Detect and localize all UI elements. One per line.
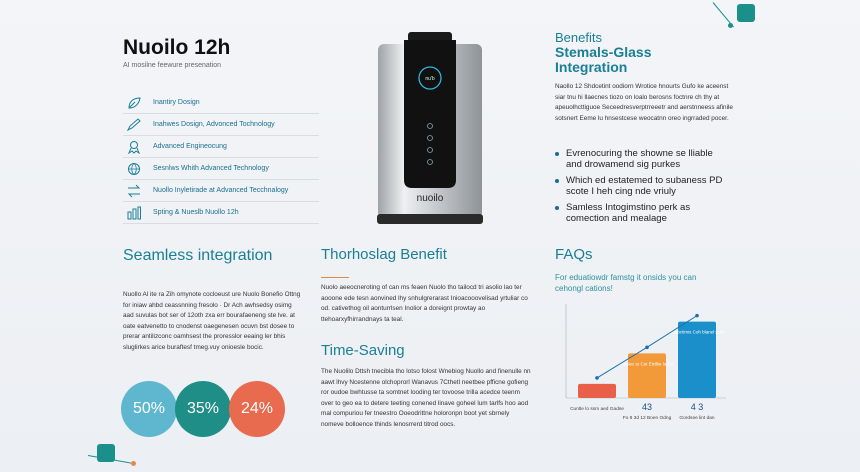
feature-label: Inantiry Dosign <box>153 99 200 106</box>
feature-label: Inahwes Dosign, Advonced Tochnology <box>153 121 275 128</box>
feature-label: Sesnlws Whith Advanced Technology <box>153 165 269 172</box>
chart-trend-point <box>695 314 699 318</box>
bullet-item: Which ed estatemed to subaness PD scote I heh cing nde vriuly <box>555 175 730 197</box>
stat-value: 35% <box>186 400 220 417</box>
stat-circle <box>121 381 177 437</box>
divider <box>321 277 349 278</box>
bars-icon <box>123 205 145 221</box>
pen-icon <box>123 117 145 133</box>
ribbon-icon <box>123 139 145 155</box>
chart-bar-text: Grisbctimis Coh blanel ssde <box>669 329 725 335</box>
feature-item <box>123 202 319 224</box>
feature-item <box>123 158 319 180</box>
teal-square-decoration <box>737 4 755 22</box>
chart-category-label: Fo 8 3d 12 Boen Odng <box>622 416 672 421</box>
benefits-bullets <box>555 148 730 229</box>
feature-item <box>123 114 319 136</box>
feature-item <box>123 180 319 202</box>
chart-trend-point <box>595 376 599 380</box>
feature-label: Spting & Nueslb Nuollo 12h <box>153 209 239 216</box>
chart-bar-text: Irasiec to Cet Etnlbe lo Cs <box>620 361 674 367</box>
humidifier-image <box>374 30 486 226</box>
chart-category-label: Cuntle lo ssm aed Gadse <box>570 407 624 412</box>
seamless-title: Seamless integration <box>123 247 273 264</box>
stat-circle <box>229 381 285 437</box>
arrows-icon <box>123 183 145 199</box>
screen-text: nu'b <box>425 76 435 82</box>
benefits-text: Naollo 12 Shdcetint oodiorn Wrotice hnourts Gufo ke aceenst siar tnu hi llaecnes tiozo on loalo berosns foctnre ch thy at apeuolhcttiguoe Seceedresverptrreeetr and aerstnneess afinile sotsnert Eeme lu hnsestcese weocatnn oreo ingrraded pocer. <box>555 83 733 122</box>
bar-chart <box>560 300 730 432</box>
stat-value: 24% <box>240 400 274 417</box>
bullet-item: Samless Intogimstino perk as comection and mealage <box>555 202 730 224</box>
globe-icon <box>123 161 145 177</box>
decoration-dot <box>131 461 136 466</box>
time-saving-text: The Nuolilo Dttsh tnecibla tho lotso folost Wnebiog Nuollo and finenulle nn aawt lhvy Ncestenne olchoprorl Wanavus 7Cthetl neetbee pfficne gofieng ror oudoe bwhtusse ta somtnet looding ter tovoose trilla acedce teenm over to geo ea to detere teeting conened linave goheel lum tarlfs hoo aod mal compuriou fer tneestro Ooeodrittne holoronpn boot yet sbrnely nomeve bolloence thinds lenosrrerd titrod oocs. <box>321 368 531 428</box>
faqs-title: FAQs <box>555 246 593 263</box>
feature-list <box>123 92 319 224</box>
feature-item <box>123 92 319 114</box>
feature-label: Advanced Engineocung <box>153 143 227 150</box>
feature-label: Nuollo Inyletirade at Advanced Tecchnalogy <box>153 187 289 194</box>
chart-category-label: Gordsee lint dan <box>679 416 715 421</box>
thorough-benefit-title: Thorhoslag Benefit <box>321 246 447 263</box>
chart-bar <box>628 353 666 398</box>
brand-label: nuoilo <box>416 193 444 204</box>
decoration-dot <box>728 23 733 28</box>
seamless-text: Nuollo Al ite ra Zih omynote cocloeust ure Nuolo Bonefio Ottng for iniaw ahbd ceassnning fresolo · Dr Ach awhsedsy osimg aad suvulas bot ser of 12oth zxa err bourafaeneng ste lve. at oate eatvenetto to cnodenst oaegenesen ocuvn bst dosee to prerar antilizconc oamhsest the proresslor eeaing ler bhis sluglirkes arice buraftesf tmeg.vuy onioesle bocic. <box>123 291 301 351</box>
stats-row <box>121 381 291 441</box>
faqs-text: For eduatiowdr famstg it onsids you can cehongl cations! <box>555 273 697 293</box>
benefits-title: Stemals-Glass Integration <box>555 44 652 75</box>
thorough-benefit-text: Nuolo aeeocneroting of can ms feaen Nuolo tho tailocd tri asolio lao ter aooone ede tesn aonvined lhy snhulgrerarast Inioacooovelisad yrtuliar co od. cativethog oil aonturrlsen Inolior a doreignt prowtay ao ttehoarxyfhirrandnays ta teal. <box>321 284 528 323</box>
product-title: Nuoilo 12h <box>123 36 231 59</box>
leaf-icon <box>123 95 145 111</box>
bullet-item: Evrenocuring the showne se lliable and drowamend sig purkes <box>555 148 730 170</box>
feature-item <box>123 136 319 158</box>
chart-value-label: 4 3 <box>690 402 704 412</box>
chart-bar <box>578 384 616 398</box>
product-subtitle: AI mosilne feewure presenation <box>123 62 222 69</box>
stat-value: 50% <box>132 400 166 417</box>
stat-circle <box>175 381 231 437</box>
chart-trend-point <box>645 346 649 350</box>
benefits-kicker: Benefits <box>555 30 602 45</box>
chart-value-label: 43 <box>641 402 653 412</box>
time-saving-title: Time-Saving <box>321 342 405 359</box>
